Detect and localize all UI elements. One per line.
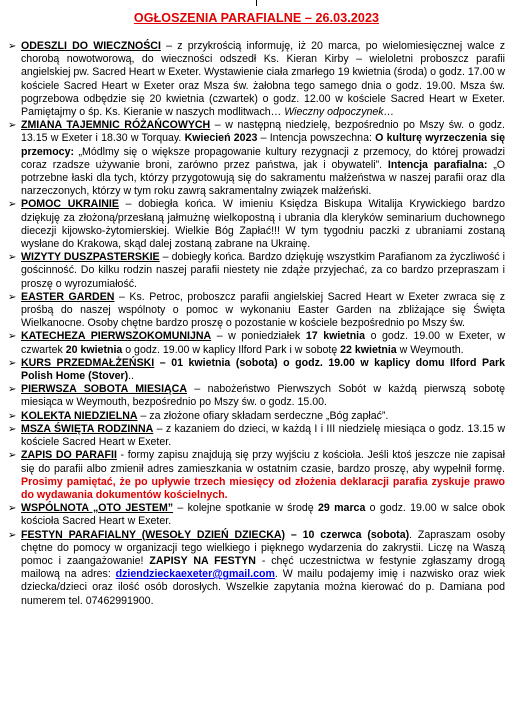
notice-heading: MSZA ŚWIĘTA RODZINNA (21, 422, 154, 435)
notice-heading: KOLEKTA NIEDZIELNA (21, 409, 138, 422)
notice-msza-rodzinna (8, 423, 505, 449)
arrow-bullet-icon: ➢ (8, 450, 17, 462)
notice-text: – z przykrością informuję, iż 20 marca, po wielomiesięcznej walce z chorobą nowotworową, do wieczności odszedł Ks. Kieran Kirby – wieloletni proboszcz parafii angielskiej pw. Sacred Heart w Exeter. Wystawienie ciała zmarłego 19 kwietnia (środa) o godz. 17.00 w kościele Sacred Heart w Exeter oraz Msza św. żałobna tego samego dnia o godz. 19.00. Msza św. pogrzebowa odbędzie się 20 kwietnia (czwartek) o godz. 12.00 w kościele Sacred Heart w Exeter. Pamiętajmy o śp. Ks. Kieranie w naszych modlitwach… (21, 40, 505, 119)
notice-heading: KURS PRZEDMAŁŻEŃSKI (21, 356, 155, 369)
notice-text: – z kazaniem do dzieci, w każdą I i III niedzielę miesiąca o godz. 13.15 w kościele Sacred Heart w Exeter. (21, 422, 505, 449)
notice-katecheza (8, 330, 505, 356)
arrow-bullet-icon: ➢ (8, 384, 17, 396)
notice-heading: ZAPIS DO PARAFII (21, 449, 117, 462)
arrow-bullet-icon: ➢ (8, 357, 17, 369)
notice-bold-text: 22 kwietnia (340, 343, 397, 356)
notice-heading: FESTYN PARAFIALNY (WESOŁY DZIEŃ DZIECKA) (21, 528, 286, 541)
notice-heading: ZMIANA TAJEMNIC RÓŻAŃCOWYCH (21, 119, 211, 132)
notice-text: – w poniedziałek (211, 330, 306, 343)
notice-text: – kolejne spotkanie w środę (173, 502, 319, 515)
notice-text: – nabożeństwo Pierwszych Sobót w każdą pierwszą sobotę miesiąca w Weymouth, bezpośrednio po Mszy św. o godz. 15.00. (21, 383, 505, 409)
arrow-bullet-icon: ➢ (8, 331, 17, 343)
notice-pomoc-ukrainie (8, 198, 505, 251)
notice-heading: KATECHEZA PIERWSZOKOMUNIJNA (21, 330, 212, 343)
notice-heading: PIERWSZA SOBOTA MIESIĄCA (21, 383, 187, 396)
arrow-bullet-icon: ➢ (8, 410, 17, 422)
notice-heading: EASTER GARDEN (21, 290, 115, 303)
arrow-bullet-icon: ➢ (8, 120, 17, 132)
top-tick-mark (256, 0, 257, 6)
arrow-bullet-icon: ➢ (8, 252, 17, 264)
notice-text: . W mailu podajemy imię i nazwisko oraz wiek dziecka/dzieci oraz ilość osób dorosłych. Wszelkie zapytania można kierować do p. Damiana pod numerem tel. 07462991900. (21, 568, 506, 607)
notice-text: o godz. 19.00 w Exeter, w czwartek (21, 330, 505, 356)
notice-red-warning: Prosimy pamiętać, że po upływie trzech miesięcy od złożenia deklaracji parafia zyskuje prawo do wydawania dokumentów kościelnych. (21, 475, 505, 501)
notice-bold-text: Kwiecień 2023 (184, 132, 258, 145)
notice-bold-text: 17 kwietnia (305, 330, 366, 343)
notice-zapis-do-parafii (8, 449, 505, 502)
notice-text: – za złożone ofiary składam serdeczne „Bóg zapłać”. (137, 409, 389, 422)
notice-wspolnota (8, 502, 505, 528)
notice-bold-text: 29 marca (318, 502, 366, 515)
notice-text: – w następną niedzielę, bezpośrednio po Mszy św. o godz. 13.15 w Exeter i 18.30 w Torquay. (21, 119, 506, 145)
notice-text: - formy zapisu znajdują się przy wyjściu z kościoła. Jeśli ktoś jeszcze nie zapisał się do parafii albo zmienił adres zamieszkania w ostatnim czasie, bardzo proszę, aby wypełnił formę. (21, 449, 505, 475)
notice-text: w Weymouth. (396, 343, 464, 356)
arrow-bullet-icon: ➢ (8, 423, 17, 435)
notice-text: – Intencja powszechna: (257, 132, 376, 145)
notice-bold-text: Intencja parafialna: (387, 158, 488, 171)
notice-text: – dobiegła końca. W imieniu Księdza Biskupa Witalija Krywickiego bardzo dziękuję za złożoną/przesłaną jałmużnę wielkopostną i ubrania dla kleryków seminarium duchownego diecezji kijowsko-żytomierskiej. Wielkie Bóg Zapłać!!! W tym tygodniu paczki z ubraniami zostaną wysłane do Krakowa, skąd dalej zostaną zabrane na Ukrainę. (21, 198, 505, 251)
notice-festyn (8, 529, 505, 608)
notice-text: . Zapraszam osoby chętne do pomocy w organizacji tego wielkiego i pięknego wydarzenia do zakrystii. Liczę na Waszą pomoc i zaangażowanie! (21, 528, 505, 567)
notice-kurs-przedmalzenski (8, 357, 505, 383)
notice-bold-text: ZAPISY NA FESTYN (149, 554, 256, 567)
notice-kolekta (8, 410, 505, 423)
notice-list (8, 40, 505, 608)
arrow-bullet-icon: ➢ (8, 291, 17, 303)
notice-wizyty-duszpasterskie (8, 251, 505, 291)
page-title: OGŁOSZENIA PARAFIALNE – 26.03.2023 (133, 11, 380, 25)
arrow-bullet-icon: ➢ (8, 503, 17, 515)
notice-text: o godz. 19.00 w kaplicy Ilford Park i w sobotę (122, 343, 341, 356)
notice-bold-text: – 01 kwietnia (sobota) o godz. 19.00 w kaplicy domu Ilford Park Polish Home (Stover) (21, 356, 505, 383)
notice-text: - chęć uczestnictwa w festynie zgłaszamy drogą mailową na adres: (21, 554, 505, 581)
notice-easter-garden (8, 291, 505, 331)
notice-bold-text: O kulturę wyrzeczenia się przemocy: (21, 132, 505, 158)
email-link[interactable]: dziendzieckaexeter@gmail.com (115, 568, 275, 581)
notice-pierwsza-sobota (8, 383, 505, 409)
notice-italic-text: Wieczny odpoczynek… (281, 106, 395, 119)
notice-bold-text: – 10 czerwca (sobota) (285, 528, 410, 541)
notice-text: – Ks. Petroc, proboszcz parafii angielskiej Sacred Heart w Exeter zwraca się z prośbą do naszej wspólnoty o pomoc w wykonaniu Easter Garden na zbliżające się Święta Wielkanocne. Osoby chętne bardzo proszę o pozostanie w kościele bezpośrednio po Mszy św. (21, 290, 505, 330)
notice-heading: WIZYTY DUSZPASTERSKIE (21, 251, 160, 264)
notice-heading: ODESZLI DO WIECZNOŚCI (21, 40, 161, 52)
notice-text: „O potrzebne łaski dla tych, którzy przygotowują się do sakramentu małżeństwa w naszej parafii oraz dla narzeczonych, którzy w tym roku zawrą sakramentalny związek małżeński. (21, 158, 505, 198)
notice-heading: WSPÓLNOTA „OTO JESTEM” (21, 502, 174, 515)
notice-text: .. (128, 370, 135, 383)
notice-text: o godz. 19.00 w salce obok kościoła Sacred Heart w Exeter. (21, 502, 505, 528)
notice-text: „Módlmy się o większe propagowanie kultury rezygnacji z przemocy, do której prowadzi coraz rzadsze używanie broni, zarówno przez państwa, jak i obywateli”. (21, 145, 505, 171)
arrow-bullet-icon: ➢ (8, 41, 17, 52)
notice-text: – dobiegły końca. Bardzo dziękuję wszystkim Parafianom za życzliwość i gościnność. Do kilku rodzin naszej parafii niestety nie zdąże przyjechać, za co bardzo przepraszam i proszę o wyrozumiałość. (21, 251, 506, 290)
notice-zmiana-tajemnic (8, 119, 505, 198)
notice-heading: POMOC UKRAINIE (21, 198, 119, 211)
arrow-bullet-icon: ➢ (8, 529, 17, 541)
arrow-bullet-icon: ➢ (8, 199, 17, 211)
notice-bold-text: 20 kwietnia (65, 343, 123, 356)
notice-odeszli-do-wiecznosci (8, 40, 505, 119)
